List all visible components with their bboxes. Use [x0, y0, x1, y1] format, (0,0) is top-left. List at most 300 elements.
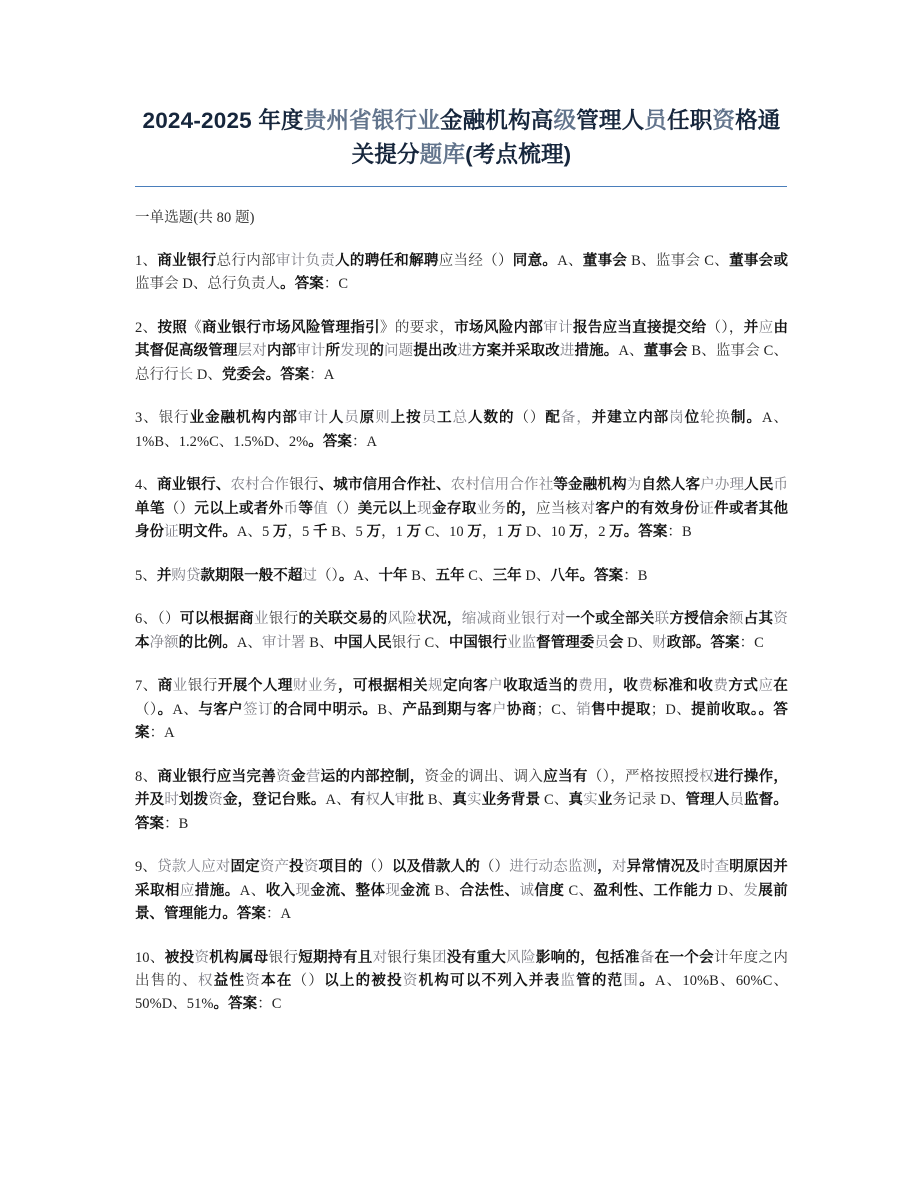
question-text-run: C、	[759, 343, 788, 360]
question-text-run: 业	[507, 634, 522, 651]
question-text-run: 客户	[595, 500, 626, 517]
question-text-run: ：B	[667, 524, 692, 541]
question-text-run: 审计	[296, 343, 326, 360]
question-text-run: 明文件。	[178, 524, 237, 541]
question-text-run: C、	[564, 882, 594, 899]
question-text-run: 9、	[135, 859, 158, 876]
question-text-run: 划拨	[178, 792, 209, 809]
question-text-run: 的比例。	[178, 634, 237, 651]
question-text-run: 的	[369, 343, 385, 360]
question-text-run: 管理人	[685, 792, 730, 809]
question-item	[135, 565, 788, 588]
question-text-run: 人民	[744, 477, 774, 494]
question-text-run: （）	[135, 701, 158, 718]
page-content	[135, 104, 788, 1017]
question-text-run: 提出改	[413, 343, 458, 360]
question-text-run: 金流	[400, 882, 431, 899]
question-text-run: 答案	[228, 996, 258, 1013]
question-text-run: （）	[164, 500, 195, 517]
title-run: (考点梳理)	[465, 141, 572, 167]
question-text-run: B、	[430, 882, 460, 899]
question-text-run: D、	[521, 567, 551, 584]
question-text-run: ：B	[623, 567, 648, 584]
question-text-run: 城市信用合作社	[333, 477, 436, 494]
question-text-run: C	[700, 252, 714, 269]
question-text-run: 审计	[297, 410, 329, 427]
question-text-run: 本在	[261, 972, 293, 989]
question-text-run: B、	[424, 792, 453, 809]
question-text-run: B、	[305, 634, 334, 651]
question-text-run: 商业银行	[157, 252, 217, 269]
question-text-run: 人	[328, 410, 345, 427]
question-text-run: 的，	[506, 500, 536, 517]
question-text-run: 并	[156, 567, 172, 584]
question-text-run: 进	[457, 343, 472, 360]
question-text-run: 监事会	[135, 276, 179, 293]
question-text-run: ：A	[149, 725, 175, 742]
question-text-run: ：A	[265, 906, 292, 923]
question-text-run: 应	[179, 882, 195, 899]
question-text-run: 户	[491, 701, 507, 718]
question-text-run: 有	[350, 792, 366, 809]
question-item	[135, 474, 788, 544]
question-text-run: 总	[452, 410, 469, 427]
question-text-run: 商	[157, 678, 173, 695]
question-text-run: 按照	[157, 319, 188, 336]
question-text-run: 万	[366, 524, 382, 541]
question-text-run: 证	[699, 500, 715, 517]
question-text-run: 户办理	[700, 477, 745, 494]
question-text-run: 董事会	[643, 343, 688, 360]
question-text-run: 机构属母	[209, 949, 269, 966]
question-text-run: 权	[198, 972, 214, 989]
question-text-run: 批	[409, 792, 425, 809]
question-text-run: 。	[623, 524, 639, 541]
question-text-run: 应当核	[535, 500, 581, 517]
question-text-run: 过	[302, 567, 317, 584]
question-text-run: B、	[377, 701, 403, 718]
question-text-run: 层对	[237, 343, 267, 360]
question-text-run: 原	[359, 410, 376, 427]
question-list	[135, 250, 788, 1017]
question-text-run: 没有重大	[446, 949, 507, 966]
question-text-run: 。	[308, 433, 323, 450]
question-text-run: 件或者其他身份	[135, 500, 789, 541]
title-run: 题库	[419, 141, 466, 167]
question-text-run: ，5	[287, 524, 314, 541]
question-text-run: A、	[172, 701, 199, 718]
question-text-run: 1、	[135, 252, 158, 269]
question-text-run: 在	[773, 678, 788, 695]
question-text-run: 固定	[230, 859, 260, 876]
question-text-run: 银行	[391, 634, 421, 651]
question-text-run: 资	[773, 611, 788, 628]
question-text-run: ：C	[739, 634, 764, 651]
question-text-run: 则	[375, 410, 391, 427]
question-text-run: 权	[365, 792, 381, 809]
question-text-run: （），	[587, 768, 626, 785]
question-text-run: 审计	[543, 319, 573, 336]
question-text-run: 登记台账。	[252, 792, 326, 809]
question-text-run: 。	[157, 701, 173, 718]
question-text-run: 费用	[578, 678, 609, 695]
question-item	[135, 317, 788, 387]
question-text-run: 千	[313, 524, 328, 541]
question-text-run: 金，	[222, 792, 253, 809]
question-text-run: 应	[201, 859, 216, 876]
question-text-run: 对	[611, 859, 627, 876]
question-text-run: A	[654, 972, 666, 989]
question-text-run: 《	[187, 319, 202, 336]
question-text-run: 、	[318, 477, 334, 494]
title-run: 任职	[667, 108, 713, 133]
question-text-run: 以及借款人的	[391, 859, 480, 876]
question-text-run: 财业务	[292, 678, 338, 695]
question-text-run: 对	[372, 949, 388, 966]
question-text-run: 币	[773, 477, 789, 494]
question-text-run: B、5	[327, 524, 367, 541]
question-text-run: B、	[687, 343, 716, 360]
question-text-run: 。。	[750, 701, 774, 718]
question-text-run: A、5	[236, 524, 273, 541]
question-text-run: 管的范	[576, 972, 624, 989]
question-text-run: 》	[380, 319, 395, 336]
question-text-run: 方授	[669, 611, 700, 628]
question-text-run: 的要求，	[394, 319, 455, 336]
question-text-run: 提前收取	[691, 701, 751, 718]
question-text-run: 诚	[519, 882, 535, 899]
question-text-run: 合法性	[459, 882, 505, 899]
question-text-run: 资	[303, 859, 319, 876]
question-text-run: 单笔	[135, 500, 165, 517]
question-text-run: 本	[135, 634, 150, 651]
question-text-run: 答案	[710, 634, 740, 651]
question-text-run: 对	[580, 500, 596, 517]
question-text-run: 业金融机构内部	[189, 410, 298, 427]
question-text-run: 实	[583, 792, 598, 809]
question-text-run: 缩减商业银行	[461, 611, 551, 628]
question-text-run: 应	[758, 319, 774, 336]
title-run: 管理人	[576, 108, 645, 133]
question-text-run: 明原因并采取相	[135, 859, 788, 899]
question-text-run: 联	[654, 611, 670, 628]
question-text-run: 配	[545, 410, 561, 427]
question-text-run: 市场风险内部	[454, 319, 544, 336]
question-text-run: 、	[215, 477, 231, 494]
question-text-run: 并及	[135, 792, 165, 809]
question-text-run: ，	[337, 678, 353, 695]
question-text-run: 的有效身份	[625, 500, 700, 517]
question-text-run: 商业银行	[157, 477, 216, 494]
question-text-run: 费	[713, 678, 729, 695]
question-text-run: 。	[222, 906, 237, 923]
question-text-run: 计年度之内出售的、	[135, 949, 788, 989]
question-text-run: 中国人民	[333, 634, 392, 651]
question-text-run: 发现	[340, 343, 370, 360]
question-text-run: （）	[328, 500, 358, 517]
question-text-run: 同意。	[512, 252, 558, 269]
title-run: 资	[712, 108, 736, 133]
question-text-run: 监	[521, 634, 537, 651]
question-text-run: 进行动态监测	[509, 859, 598, 876]
question-text-run: 3、	[135, 410, 159, 427]
question-text-run: 元以上或者外	[194, 500, 284, 517]
question-text-run: 协商	[506, 701, 537, 718]
question-text-run: 对	[215, 859, 231, 876]
question-text-run: 金存取	[432, 500, 477, 517]
question-text-run: C、	[540, 792, 569, 809]
question-text-run: 长	[178, 366, 194, 383]
question-text-run: 异常情况及	[626, 859, 700, 876]
question-text-run: 5、	[135, 567, 157, 584]
question-item	[135, 675, 788, 745]
question-text-run: 银行	[289, 477, 319, 494]
question-text-run: 、10	[536, 524, 570, 541]
question-text-run: 实	[466, 792, 482, 809]
question-text-run: C、10	[421, 524, 468, 541]
question-text-run: 、	[340, 882, 356, 899]
question-text-run: 在一个会	[654, 949, 714, 966]
question-text-run: 。	[695, 634, 711, 651]
question-text-run: ，2	[583, 524, 610, 541]
title-run: 员	[644, 108, 667, 133]
question-text-run: 业务	[476, 500, 507, 517]
question-text-run: ，	[608, 678, 624, 695]
question-text-run: 监	[560, 972, 577, 989]
question-text-run: 银行	[187, 678, 218, 695]
question-text-run: 的合同中明示。	[272, 701, 378, 718]
question-text-run: 工作能力	[653, 882, 714, 899]
question-text-run: 员	[594, 634, 609, 651]
question-text-run: 自然人客	[641, 477, 701, 494]
question-text-run: 五年	[435, 567, 465, 584]
question-text-run: 对	[550, 611, 566, 628]
title-run: 贵州省	[303, 108, 372, 133]
question-text-run: 政部	[666, 634, 696, 651]
question-text-run: 万	[406, 524, 422, 541]
title-run: 银行	[371, 108, 418, 133]
question-text-run: 营	[305, 768, 321, 785]
question-text-run: 位	[684, 410, 701, 427]
question-text-run: 的关联交易的	[298, 611, 388, 628]
question-text-run: 10、	[135, 949, 165, 966]
question-text-run: 业	[254, 611, 269, 628]
question-text-run: 答案	[638, 524, 668, 541]
question-text-run: 资	[245, 972, 262, 989]
question-text-run: 严格按照授	[625, 768, 700, 785]
question-text-run: 规	[428, 678, 444, 695]
question-text-run: 由其督促高级管理	[135, 319, 788, 360]
question-text-run: D、	[193, 366, 222, 383]
question-text-run: 。	[639, 972, 655, 989]
question-text-run: D、	[178, 276, 208, 293]
question-item	[135, 407, 788, 454]
question-text-run: 工	[437, 410, 453, 427]
question-text-run: 被投	[164, 949, 195, 966]
question-text-run: 2、	[135, 319, 158, 336]
question-item	[135, 250, 788, 297]
question-text-run: 商业银行应当完善	[157, 768, 277, 785]
question-text-run: 。	[338, 567, 354, 584]
question-text-run: 信余	[699, 611, 729, 628]
question-text-run: 、	[435, 477, 451, 494]
question-text-run: 总行内部	[216, 252, 276, 269]
question-text-run: （）	[362, 859, 392, 876]
question-text-run: 银行	[268, 949, 299, 966]
question-item	[135, 856, 788, 926]
question-text-run: C、	[420, 634, 449, 651]
question-text-run: 万	[569, 524, 584, 541]
question-text-run: 万	[507, 524, 523, 541]
question-text-run: 真	[452, 792, 467, 809]
question-text-run: 款期限一般不超	[200, 567, 303, 584]
question-text-run: 盈利	[593, 882, 624, 899]
question-text-run: 董事会	[582, 252, 628, 269]
question-text-run: 银行集	[387, 949, 432, 966]
question-text-run: 等	[298, 500, 314, 517]
question-text-run: 三年	[492, 567, 522, 584]
question-text-run: ，1	[481, 524, 508, 541]
question-text-run: 现	[385, 882, 401, 899]
question-text-run: 运的内部控制，	[320, 768, 425, 785]
question-text-run: 。	[280, 276, 295, 293]
question-text-run: 答案	[135, 701, 788, 742]
question-text-run: D	[522, 524, 537, 541]
question-text-run: 审	[394, 792, 410, 809]
question-text-run: 项	[318, 859, 334, 876]
question-text-run: 取	[635, 701, 651, 718]
question-text-run: 净额	[149, 634, 179, 651]
question-text-run: 银行	[158, 410, 190, 427]
title-run: 金融机构高	[439, 108, 554, 133]
question-text-run: A、1%B、1.2%C、1.5%D、2%	[135, 410, 788, 450]
question-text-run: 贷款人	[157, 859, 202, 876]
question-text-run: A、	[353, 567, 379, 584]
question-text-run: 答案	[594, 567, 624, 584]
question-text-run: 万	[467, 524, 482, 541]
question-text-run: 、	[638, 882, 654, 899]
question-text-run: ：C	[323, 276, 349, 293]
question-text-run: A、	[239, 882, 266, 899]
question-text-run: B、	[407, 567, 436, 584]
question-text-run: 影响的，	[535, 949, 596, 966]
question-text-run: 整体	[355, 882, 386, 899]
question-text-run: 业	[172, 678, 188, 695]
question-text-run: 为	[626, 477, 642, 494]
question-text-run: C、	[464, 567, 493, 584]
question-text-run: 所	[325, 343, 341, 360]
question-text-run: 监事会	[715, 343, 760, 360]
question-text-run: 财	[652, 634, 667, 651]
question-text-run: 应当有	[543, 768, 588, 785]
question-text-run: 标准和收	[653, 678, 714, 695]
question-text-run: 资金的调出、调入	[424, 768, 544, 785]
question-text-run: 问题	[384, 343, 414, 360]
question-text-run: 资	[402, 972, 419, 989]
question-text-run: ，1	[381, 524, 407, 541]
question-text-run: 8、	[135, 768, 158, 785]
question-text-run: 收取适当的	[503, 678, 579, 695]
question-text-run: （），	[706, 319, 744, 336]
question-text-run: 美元以上	[357, 500, 418, 517]
question-text-run: 会	[608, 634, 624, 651]
question-text-run: 制。	[731, 410, 762, 427]
question-text-run: 额	[728, 611, 744, 628]
question-text-run: 总行行	[135, 366, 179, 383]
question-text-run: 围	[623, 972, 640, 989]
question-text-run: 中国银行	[448, 634, 508, 651]
question-text-run: 审计负责	[275, 252, 336, 269]
question-text-run: 益性	[213, 972, 246, 989]
question-text-run: 、	[504, 882, 520, 899]
question-text-run: 董事会或	[729, 252, 789, 269]
question-text-run: 业务背景	[481, 792, 541, 809]
title-run: 级	[553, 108, 577, 133]
question-text-run: （）	[316, 567, 339, 584]
question-text-run: 进	[559, 343, 575, 360]
question-text-run: 资	[194, 949, 210, 966]
question-text-run: 证	[164, 524, 179, 541]
question-text-run: （）	[479, 859, 510, 876]
question-item	[135, 766, 788, 836]
question-text-run: 产品到期与客	[402, 701, 492, 718]
question-text-run: 十年	[378, 567, 408, 584]
question-text-run: 并	[743, 319, 759, 336]
question-text-run: 答案	[294, 276, 324, 293]
question-text-run: 时	[164, 792, 179, 809]
question-text-run: 真	[568, 792, 584, 809]
question-text-run: 现	[417, 500, 433, 517]
title-divider-rule	[135, 186, 787, 188]
question-text-run: 。	[265, 366, 281, 383]
question-text-run: 岗	[669, 410, 685, 427]
question-text-run: 险	[521, 949, 536, 966]
question-text-run: D、	[656, 792, 686, 809]
question-text-run: D、	[623, 634, 653, 651]
question-text-run: 上按	[390, 410, 422, 427]
question-text-run: 购贷	[171, 567, 201, 584]
question-text-run: 6、	[135, 611, 158, 628]
question-text-run: 应当经	[438, 252, 484, 269]
question-text-run: 资	[208, 792, 223, 809]
question-text-run: 销	[576, 701, 592, 718]
question-text-run: 审计署	[261, 634, 306, 651]
question-text-run: 、	[714, 252, 730, 269]
question-text-run: 状况，	[417, 611, 462, 628]
question-text-run: 信度	[534, 882, 565, 899]
question-text-run: 等金融机构	[553, 477, 627, 494]
question-text-run: A、	[236, 634, 262, 651]
question-text-run: 务记录	[612, 792, 657, 809]
question-text-run: 展前景、管理能力	[135, 882, 788, 923]
question-text-run: 方式	[728, 678, 759, 695]
question-text-run: 资产	[259, 859, 290, 876]
question-text-run: 短期持有且	[298, 949, 373, 966]
section-heading-single-choice: 一单选题(共 80 题)	[135, 210, 255, 227]
question-text-run: ：C	[257, 996, 282, 1013]
question-text-run: 机构可以不列入并表	[418, 972, 561, 989]
question-text-run: 监督	[744, 792, 774, 809]
question-text-run: 措施。	[194, 882, 240, 899]
question-text-run: 。	[213, 996, 229, 1013]
question-text-run: A、	[618, 343, 644, 360]
question-text-run: 一个或全部关	[565, 611, 655, 628]
question-text-run: 目的	[333, 859, 363, 876]
question-text-run: 答案	[322, 433, 352, 450]
question-text-run: 时	[699, 859, 715, 876]
question-text-run: 备	[639, 949, 655, 966]
question-text-run: A、	[325, 792, 351, 809]
